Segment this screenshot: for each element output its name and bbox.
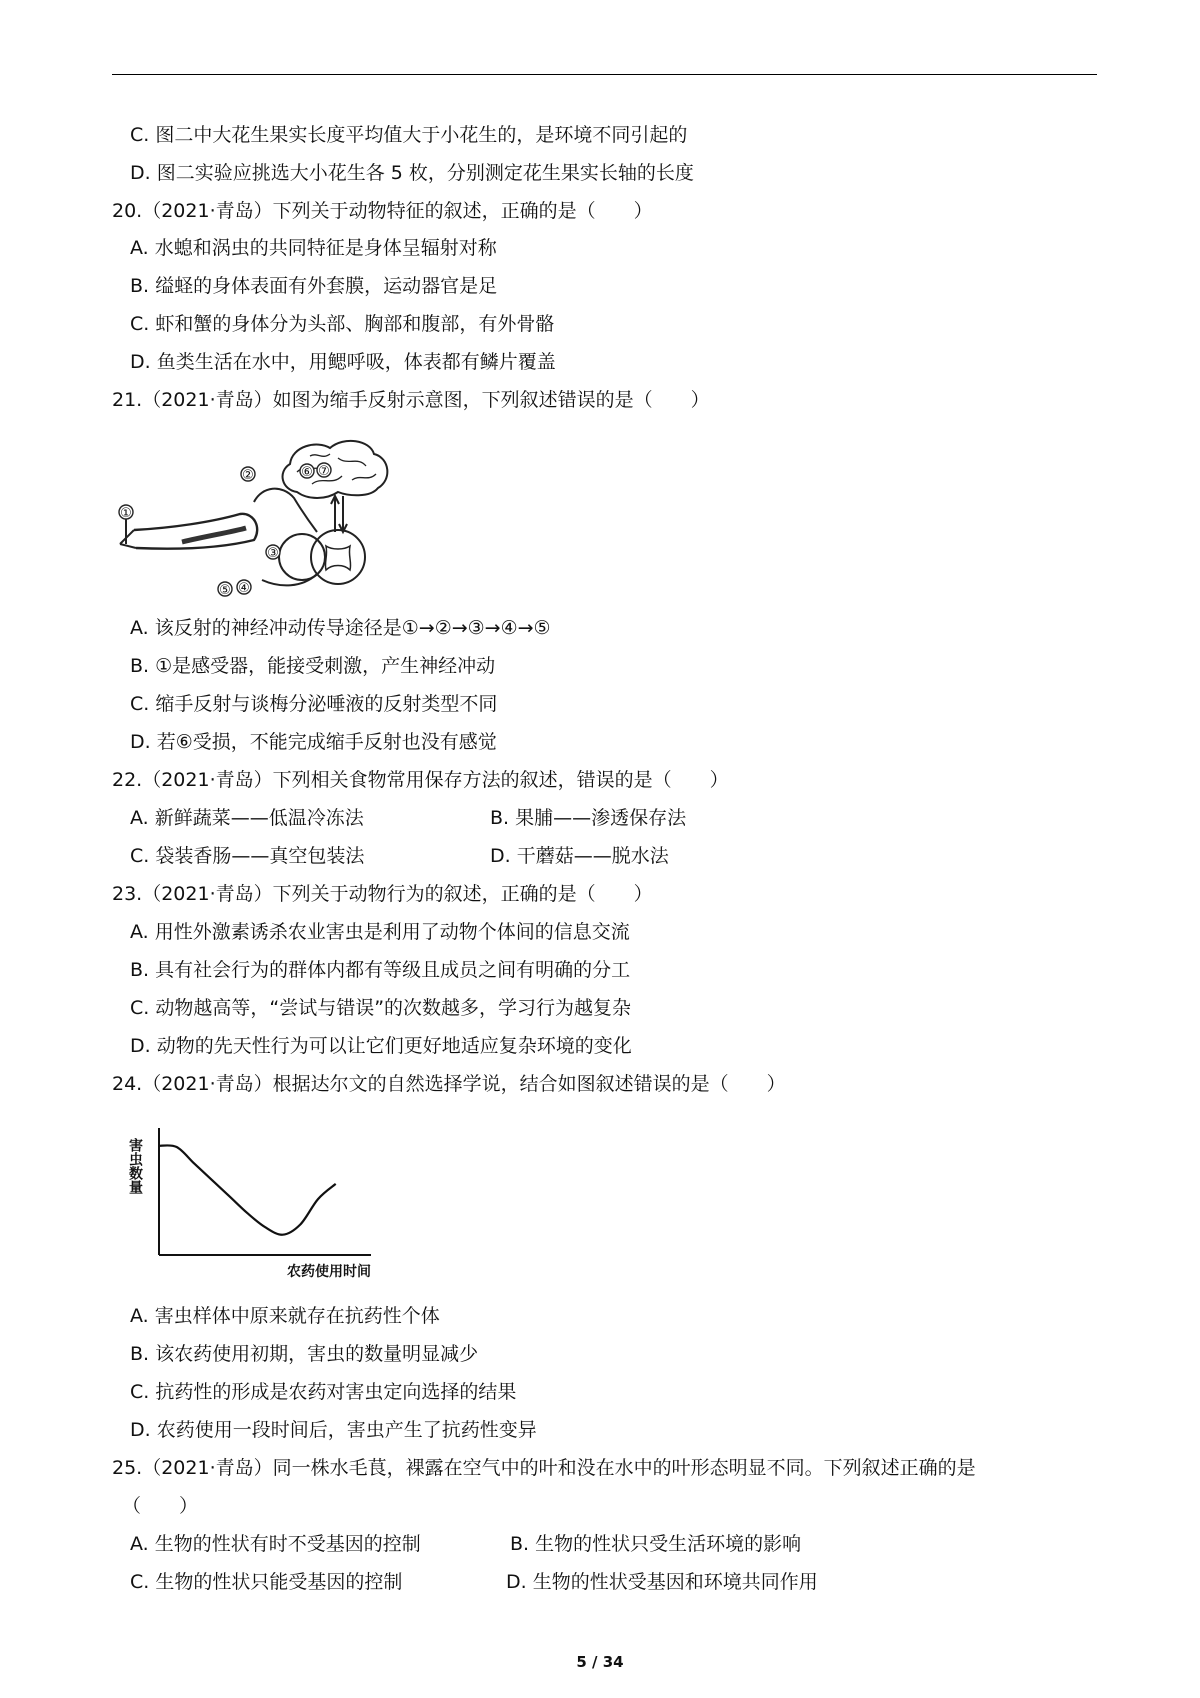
q23-option-a: A. 用性外激素诱杀农业害虫是利用了动物个体间的信息交流	[130, 921, 630, 943]
q23-stem: 23.（2021·青岛）下列关于动物行为的叙述，正确的是（ ）	[112, 883, 653, 905]
q21-option-c: C. 缩手反射与谈梅分泌唾液的反射类型不同	[130, 693, 498, 715]
label-3: ③	[267, 546, 279, 561]
q22-option-d: D. 干蘑菇——脱水法	[490, 845, 669, 867]
brain-outline	[283, 441, 388, 498]
hand	[120, 518, 136, 548]
q23-option-d: D. 动物的先天性行为可以让它们更好地适应复杂环境的变化	[130, 1035, 632, 1057]
q22-option-a: A. 新鲜蔬菜——低温冷冻法	[130, 807, 364, 829]
q24-option-a: A. 害虫样体中原来就存在抗药性个体	[130, 1305, 440, 1327]
q24-option-b: B. 该农药使用初期，害虫的数量明显减少	[130, 1343, 479, 1365]
header-rule	[112, 74, 1097, 75]
q24-option-c: C. 抗药性的形成是农药对害虫定向选择的结果	[130, 1381, 517, 1403]
q25-option-c: C. 生物的性状只能受基因的控制	[130, 1571, 403, 1593]
x-axis-label: 农药使用时间	[287, 1264, 371, 1280]
q23-option-c: C. 动物越高等，“尝试与错误”的次数越多，学习行为越复杂	[130, 997, 632, 1019]
q24-stem: 24.（2021·青岛）根据达尔文的自然选择学说，结合如图叙述错误的是（ ）	[112, 1073, 786, 1095]
label-6: ⑥	[301, 465, 313, 480]
q21-option-a: A. 该反射的神经冲动传导途径是①→②→③→④→⑤	[130, 617, 551, 639]
label-5: ⑤	[219, 583, 231, 598]
gray-matter	[325, 546, 350, 570]
q21-option-d: D. 若⑥受损，不能完成缩手反射也没有感觉	[130, 731, 497, 753]
q22-option-b: B. 果脯——渗透保存法	[490, 807, 687, 829]
q21-stem: 21.（2021·青岛）如图为缩手反射示意图，下列叙述错误的是（ ）	[112, 389, 710, 411]
reflex-arc-diagram	[112, 432, 402, 604]
q22-option-c: C. 袋装香肠——真空包装法	[130, 845, 365, 867]
q25-option-a: A. 生物的性状有时不受基因的控制	[130, 1533, 421, 1555]
q23-option-b: B. 具有社会行为的群体内都有等级且成员之间有明确的分工	[130, 959, 631, 981]
q21-option-b: B. ①是感受器，能接受刺激，产生神经冲动	[130, 655, 496, 677]
q20-stem: 20.（2021·青岛）下列关于动物特征的叙述，正确的是（ ）	[112, 200, 653, 222]
y-axis-label: 害虫数量	[127, 1138, 143, 1194]
q19-option-c: C. 图二中大花生果实长度平均值大于小花生的，是环境不同引起的	[130, 124, 688, 146]
q20-option-b: B. 缢蛏的身体表面有外套膜，运动器官是足	[130, 275, 498, 297]
series-line-pest-count	[159, 1145, 336, 1234]
label-4: ④	[238, 581, 250, 596]
q22-stem: 22.（2021·青岛）下列相关食物常用保存方法的叙述，错误的是（ ）	[112, 769, 729, 791]
label-1: ①	[120, 506, 132, 521]
label-2: ②	[242, 468, 254, 483]
spinal-cord-outline	[311, 530, 365, 584]
q24-option-d: D. 农药使用一段时间后，害虫产生了抗药性变异	[130, 1419, 537, 1441]
label-7: ⑦	[318, 464, 330, 479]
q25-option-d: D. 生物的性状受基因和环境共同作用	[506, 1571, 818, 1593]
muscle	[182, 528, 246, 542]
q25-option-b: B. 生物的性状只受生活环境的影响	[510, 1533, 802, 1555]
q20-option-d: D. 鱼类生活在水中，用鳃呼吸，体表都有鳞片覆盖	[130, 351, 556, 373]
q20-option-c: C. 虾和蟹的身体分为头部、胸部和腹部，有外骨骼	[130, 313, 555, 335]
ganglion-ring	[279, 534, 325, 580]
pest-population-chart	[125, 1120, 385, 1282]
q25-stem: 25.（2021·青岛）同一株水毛茛，裸露在空气中的叶和没在水中的叶形态明显不同。下列叙述正确的是	[112, 1457, 976, 1479]
page-number: 5 / 34	[576, 1653, 624, 1671]
q25-answer-blank: （ ）	[122, 1495, 199, 1517]
sensory-nerve	[254, 489, 317, 532]
q19-option-d: D. 图二实验应挑选大小花生各 5 枚，分别测定花生果实长轴的长度	[130, 162, 694, 184]
q20-option-a: A. 水螅和涡虫的共同特征是身体呈辐射对称	[130, 237, 497, 259]
